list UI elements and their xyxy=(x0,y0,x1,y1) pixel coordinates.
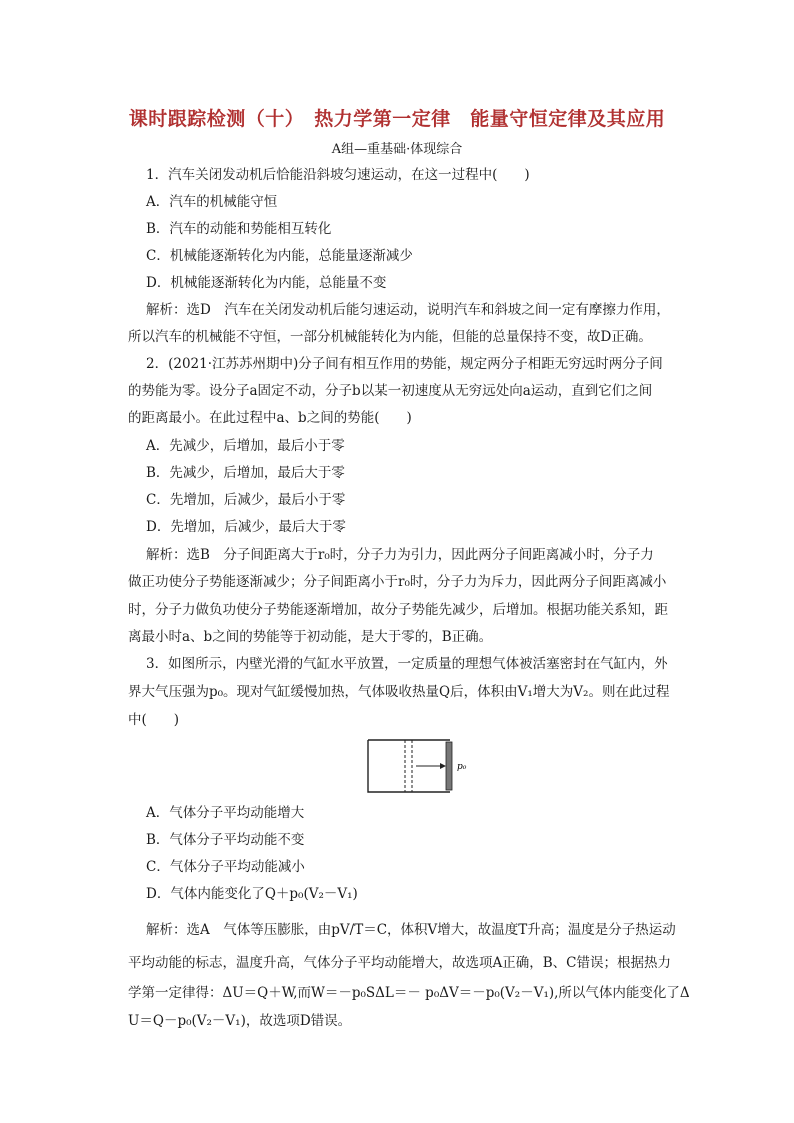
q2-analysis-line: 时，分子力做负功使分子势能逐渐增加，故分子势能先减少，后增加。根据功能关系知，距 xyxy=(128,602,668,618)
q3-analysis-line: 平均动能的标志，温度升高，气体分子平均动能增大，故选项A正确，B、C错误；根据热力 xyxy=(128,955,671,971)
q3-stem-line: 界大气压强为p₀。现对气缸缓慢加热，气体吸收热量Q后，体积由V₁增大为V₂。则在此过程 xyxy=(128,684,670,700)
q1-option-d: D．机械能逐渐转化为内能，总能量不变 xyxy=(146,275,387,291)
q1-analysis-line: 所以汽车的机械能不守恒，一部分机械能转化为内能，但能的总量保持不变，故D正确。 xyxy=(128,329,652,345)
q2-stem-line: 的势能为零。设分子a固定不动，分子b以某一初速度从无穷远处向a运动，直到它们之间 xyxy=(128,383,653,399)
q1-stem: 1．汽车关闭发动机后恰能沿斜坡匀速运动，在这一过程中( ) xyxy=(146,167,530,183)
q2-option-b: B．先减少，后增加，最后大于零 xyxy=(146,465,345,481)
q3-stem-line: 3．如图所示，内壁光滑的气缸水平放置，一定质量的理想气体被活塞密封在气缸内，外 xyxy=(146,656,668,672)
q3-option-d: D．气体内能变化了Q＋p₀(V₂－V₁) xyxy=(146,886,358,902)
q3-analysis-line: 解析：选A 气体等压膨胀，由pV/T＝C，体积V增大，故温度T升高；温度是分子热运动 xyxy=(146,922,676,938)
pressure-label: p₀ xyxy=(457,762,467,772)
q2-stem-line: 2．(2021·江苏苏州期中)分子间有相互作用的势能，规定两分子相距无穷远时两分子间 xyxy=(146,356,663,372)
q2-option-a: A．先减少，后增加，最后小于零 xyxy=(146,438,345,454)
q2-analysis-line: 解析：选B 分子间距离大于r₀时，分子力为引力，因此两分子间距离减小时，分子力 xyxy=(146,547,654,563)
q2-analysis-line: 离最小时a、b之间的势能等于初动能，是大于零的，B正确。 xyxy=(128,629,493,645)
q3-option-c: C．气体分子平均动能减小 xyxy=(146,859,305,875)
q3-analysis-line: U＝Q－p₀(V₂－V₁)，故选项D错误。 xyxy=(128,1013,352,1029)
page-title: 课时跟踪检测（十） 热力学第一定律 能量守恒定律及其应用 xyxy=(128,108,666,130)
piston xyxy=(446,742,452,790)
cylinder-piston-diagram xyxy=(362,738,472,794)
motion-arrow-head xyxy=(440,763,446,769)
q1-option-a: A．汽车的机械能守恒 xyxy=(146,194,278,210)
q1-option-c: C．机械能逐渐转化为内能，总能量逐渐减少 xyxy=(146,248,413,264)
q3-option-b: B．气体分子平均动能不变 xyxy=(146,832,305,848)
q2-stem-line: 的距离最小。在此过程中a、b之间的势能( ) xyxy=(128,410,412,426)
q2-option-d: D．先增加，后减少，最后大于零 xyxy=(146,519,346,535)
q1-option-b: B．汽车的动能和势能相互转化 xyxy=(146,221,332,237)
q3-option-a: A．气体分子平均动能增大 xyxy=(146,805,305,821)
q2-analysis-line: 做正功使分子势能逐渐减少；分子间距离小于r₀时，分子力为斥力，因此两分子间距离减小 xyxy=(128,574,667,590)
q3-analysis-line: 学第一定律得：ΔU＝Q＋W,而W＝－p₀SΔL＝－ p₀ΔV＝－p₀(V₂－V₁),所以气体内能变化了Δ xyxy=(128,985,690,1001)
section-subtitle: A组—重基础·体现综合 xyxy=(331,142,463,157)
q1-analysis-line: 解析：选D 汽车在关闭发动机后能匀速运动，说明汽车和斜坡之间一定有摩擦力作用， xyxy=(146,302,670,318)
q3-stem-line: 中( ) xyxy=(128,712,180,728)
q2-option-c: C．先增加，后减少，最后小于零 xyxy=(146,492,346,508)
